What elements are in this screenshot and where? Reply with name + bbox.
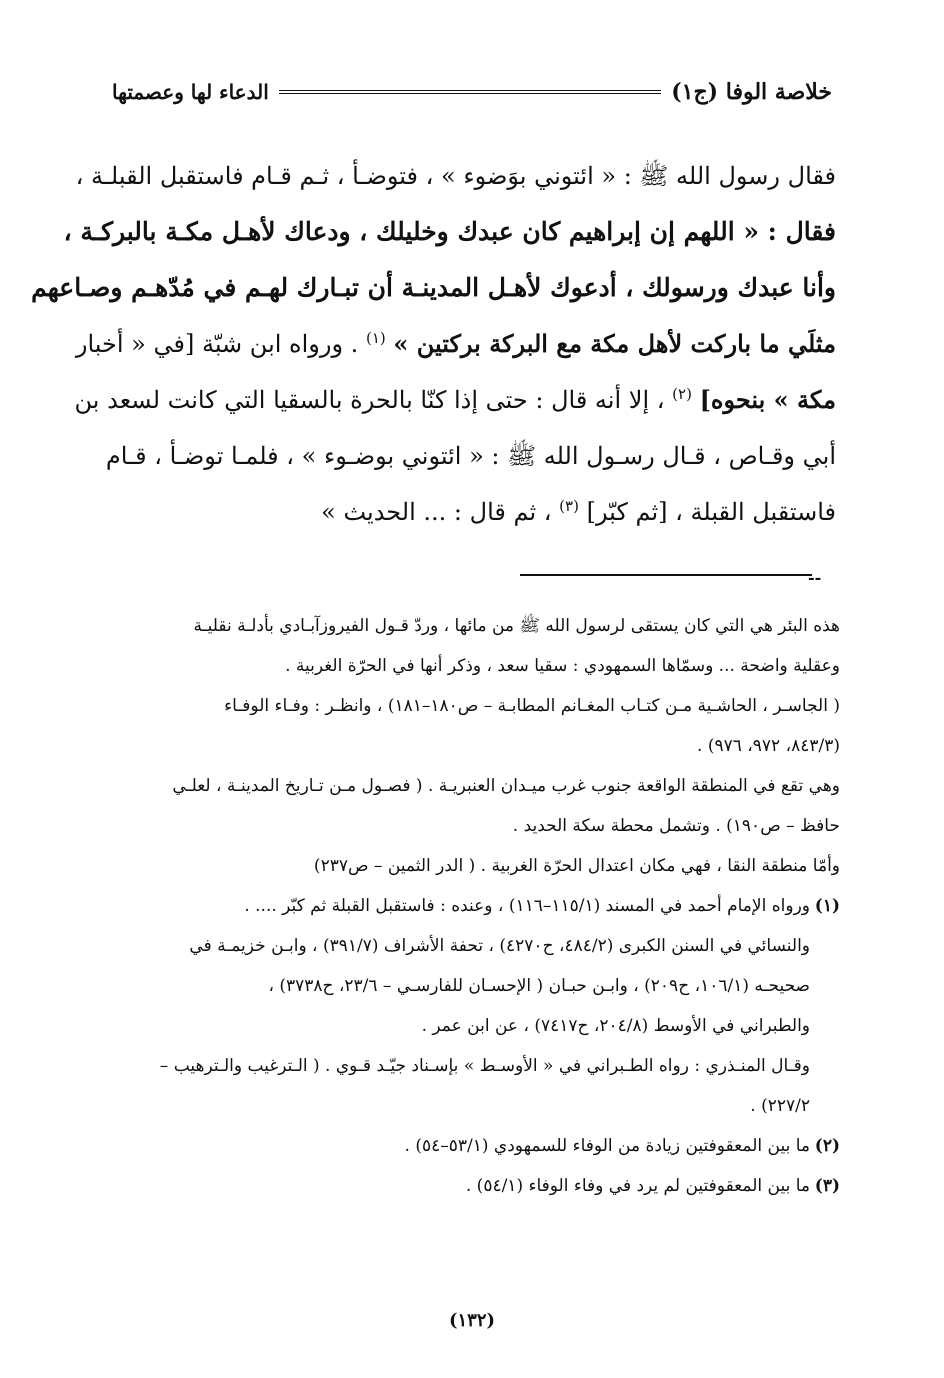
book-title: خلاصة الوفا (ج١) <box>671 79 832 105</box>
footnote-naqa <box>110 846 840 886</box>
footnote-dash: -- <box>808 568 822 587</box>
body-line-4-tail: . ورواه ابن شبّة [في « أخبار <box>75 330 359 358</box>
body-line-2: فقال : « اللهم إن إبراهيم كان عبدك وخليلك ، ودعاك لأهـل مكـة بالبركـة ، <box>63 217 836 246</box>
footnote-line: ( الجاسـر ، الحاشـية مـن كتـاب المغـانم المطابـة – ص١٨٠–١٨١) ، وانظـر : وفـاء الوفـاء <box>224 696 840 716</box>
body-line-1: فقال رسول الله ﷺ : « ائتوني بوَضوء » ، فتوضـأ ، ثـم قـام فاستقبل القبلـة ، <box>75 162 836 190</box>
footnote-line: ٢٢٧/٢) . <box>750 1096 810 1116</box>
body-line-7-main: فاستقبل القبلة ، [ثم كبّر] <box>586 498 836 526</box>
footnote-line: ما بين المعقوفتين لم يرد في وفاء الوفاء (٥٤/١) . <box>465 1176 810 1196</box>
footnote-intro <box>110 606 840 686</box>
footnote-line: صحيحـه (١٠٦/١، ح٢٠٩) ، وابـن حبـان ( الإحسـان للفارسـي – ٢٣/٦، ح٣٧٣٨) ، <box>268 976 810 996</box>
footnote-1-first-line <box>110 886 840 926</box>
main-text <box>31 148 836 540</box>
footnote-3 <box>110 1166 840 1206</box>
footnote-1 <box>110 886 840 1126</box>
footnote-ref-1: (١) <box>365 329 386 347</box>
footnote-ref-2: (٢) <box>672 385 692 403</box>
chapter-title: الدعاء لها وعصمتها <box>112 80 269 104</box>
footnote-2-line <box>110 1126 840 1166</box>
header-rule <box>279 90 661 94</box>
footnote-line: والطبراني في الأوسط (٢٠٤/٨، ح٧٤١٧) ، عن ابن عمر . <box>421 1016 810 1036</box>
footnote-line: وهي تقع في المنطقة الواقعة جنوب غرب ميـدان العنبريـة . ( فصـول مـن تـاريخ المدينـة ، لعلـي <box>172 776 840 796</box>
footnote-line: والنسائي في السنن الكبرى (٤٨٤/٢، ح٤٢٧٠) ، تحفة الأشراف (٣٩١/٧) ، وابـن خزيمـة في <box>189 936 810 956</box>
footnote-line: ما بين المعقوفتين زيادة من الوفاء للسمهودي (٥٣/١–٥٤) . <box>404 1136 810 1156</box>
footnote-3-line <box>110 1166 840 1206</box>
footnote-line: هذه البئر هي التي كان يستقى لرسول الله ﷺ من مائها ، وردّ قـول الفيروزآبـادي بأدلـة نقليـة <box>193 616 840 636</box>
footnote-1-number: (١) <box>814 896 840 916</box>
footnote-2 <box>110 1126 840 1166</box>
book-name: مكة » بنحوه] <box>699 385 836 414</box>
footnote-ref-3: (٣) <box>559 497 579 515</box>
footnote-line: وقـال المنـذري : رواه الطـبراني في « الأوسـط » بإسـناد جيّـد قـوي . ( الـترغيب والـترهيب – <box>159 1056 810 1076</box>
body-line-5 <box>74 372 836 428</box>
body-line-7 <box>108 484 836 540</box>
footnote-separator <box>520 574 812 576</box>
body-line-6: أبي وقـاص ، قـال رسـول الله ﷺ : « ائتوني بوضـوء » ، فلمـا توضـأ ، قـام <box>105 442 836 470</box>
footnote-2-number: (٢) <box>814 1136 840 1156</box>
hadith-text: مثلَي ما باركت لأهل مكة مع البركة بركتين » <box>393 329 836 358</box>
body-line-4 <box>75 316 836 372</box>
page-number: (١٣٢) <box>448 1310 496 1331</box>
footnote-line: حافظ – ص١٩٠) . وتشمل محطة سكة الحديد . <box>512 816 840 836</box>
footnote-line: وعقلية واضحة ... وسمّاها السمهودي : سقيا سعد ، وذكر أنها في الحرّة الغربية . <box>285 656 840 676</box>
footnote-line: ورواه الإمام أحمد في المسند (١١٥/١–١١٦) ، وعنده : فاستقبل القبلة ثم كبّر .... . <box>244 896 810 916</box>
body-line-7-tail: ، ثم قال : ... الحديث » <box>321 498 552 526</box>
footnote-jasir <box>110 686 840 766</box>
body-line-3: وأنا عبدك ورسولك ، أدعوك لأهـل المدينـة أن تبـارك لهـم في مُدّهـم وصـاعهم <box>31 273 836 302</box>
body-line-5-tail: ، إلا أنه قال : حتى إذا كنّا بالحرة بالسقيا التي كانت لسعد بن <box>74 386 665 414</box>
footnote-line: وأمّا منطقة النقا ، فهي مكان اعتدال الحرّة الغربية . ( الدر الثمين – ص٢٣٧) <box>313 856 840 876</box>
footnote-line: (٨٤٣/٣، ٩٧٢، ٩٧٦) . <box>697 736 840 756</box>
footnote-3-number: (٣) <box>814 1176 840 1196</box>
running-header <box>112 70 832 114</box>
footnotes <box>110 606 840 1206</box>
footnote-location <box>110 766 840 846</box>
